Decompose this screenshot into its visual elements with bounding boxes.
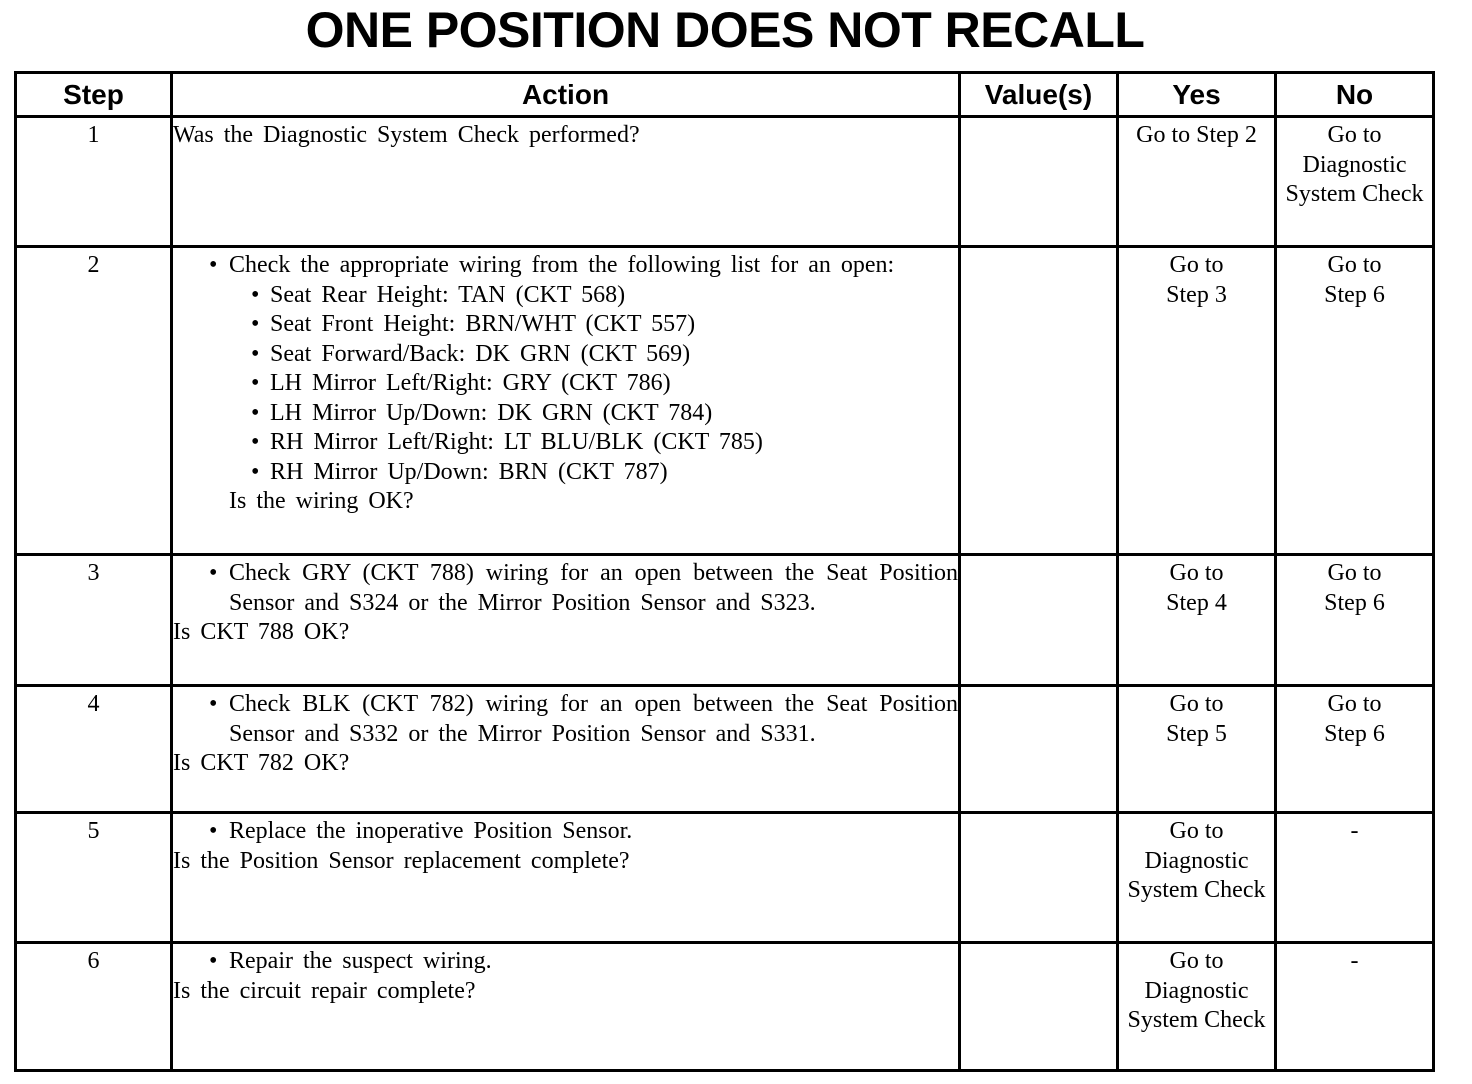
table-header-row	[16, 73, 1434, 117]
wiring-list-text: Seat Rear Height: TAN (CKT 568)	[270, 281, 626, 308]
yes-text: Go to Step 3	[1166, 252, 1227, 308]
wiring-list-item	[173, 310, 958, 340]
bullet-icon: •	[251, 311, 260, 337]
no-cell	[1276, 247, 1434, 555]
action-cell	[172, 555, 960, 686]
yes-text: Go to Step 4	[1166, 560, 1227, 616]
no-text: Go to Step 6	[1324, 252, 1385, 308]
bullet-icon: •	[209, 818, 218, 844]
header-values: Value(s)	[960, 73, 1118, 117]
wiring-list-text: RH Mirror Left/Right: LT BLU/BLK (CKT 785)	[270, 429, 763, 455]
table-row-step-4	[16, 686, 1434, 813]
step-question: Is CKT 788 OK?	[173, 619, 350, 645]
value-cell	[960, 686, 1118, 813]
wiring-list-text: LH Mirror Left/Right: GRY (CKT 786)	[270, 370, 671, 396]
table-row-step-1	[16, 117, 1434, 247]
step-question: Was the Diagnostic System Check performed?	[173, 122, 640, 148]
bullet-icon: •	[209, 691, 218, 717]
bullet-icon: •	[251, 340, 260, 367]
no-text: -	[1350, 818, 1359, 844]
no-cell	[1276, 686, 1434, 813]
action-cell	[172, 247, 960, 555]
wiring-list-item	[173, 369, 958, 399]
bullet-icon: •	[209, 560, 218, 586]
yes-cell	[1118, 555, 1276, 686]
header-step: Step	[16, 73, 172, 117]
step-question: Is CKT 782 OK?	[173, 750, 350, 776]
bullet-icon: •	[209, 252, 218, 278]
yes-text: Go to Step 5	[1166, 691, 1227, 747]
yes-cell	[1118, 813, 1276, 943]
bullet-icon: •	[251, 370, 260, 396]
bullet-icon: •	[251, 429, 260, 455]
page-title: ONE POSITION DOES NOT RECALL	[305, 2, 1145, 58]
yes-cell	[1118, 247, 1276, 555]
header-action: Action	[172, 73, 960, 117]
yes-cell	[1118, 117, 1276, 247]
step-number: 5	[16, 813, 172, 943]
bullet-text: Repair the suspect wiring.	[229, 948, 492, 974]
wiring-list-item	[173, 399, 958, 429]
table-row-step-6	[16, 943, 1434, 1071]
yes-text: Go to Diagnostic System Check	[1127, 948, 1266, 1033]
step-number: 6	[16, 943, 172, 1071]
table-row-step-5	[16, 813, 1434, 943]
yes-cell	[1118, 943, 1276, 1071]
table-row-step-2	[16, 247, 1434, 555]
wiring-list-text: Seat Forward/Back: DK GRN (CKT 569)	[270, 340, 691, 367]
step-question: Is the Position Sensor replacement complete?	[173, 847, 630, 874]
action-cell	[172, 117, 960, 247]
value-cell	[960, 943, 1118, 1071]
no-text: Go to Step 6	[1324, 691, 1385, 747]
bullet-icon: •	[251, 281, 260, 308]
header-yes: Yes	[1118, 73, 1276, 117]
wiring-list-text: LH Mirror Up/Down: DK GRN (CKT 784)	[270, 399, 713, 426]
action-bullet	[173, 817, 958, 847]
bullet-text: Check GRY (CKT 788) wiring for an open between the Seat Position Sensor and S324 or the Mirror Position Sensor and S323.	[229, 560, 958, 616]
yes-text: Go to Step 2	[1136, 122, 1257, 148]
no-cell	[1276, 813, 1434, 943]
wiring-list-item	[173, 458, 958, 488]
action-cell	[172, 943, 960, 1071]
action-bullet	[173, 251, 958, 281]
wiring-list-text: RH Mirror Up/Down: BRN (CKT 787)	[270, 458, 668, 485]
yes-text: Go to Diagnostic System Check	[1127, 818, 1266, 903]
no-cell	[1276, 555, 1434, 686]
step-question: Is the circuit repair complete?	[173, 977, 476, 1004]
action-cell	[172, 813, 960, 943]
bullet-text: Replace the inoperative Position Sensor.	[229, 818, 633, 844]
wiring-list-item	[173, 428, 958, 458]
no-text: Go to Diagnostic System Check	[1285, 122, 1424, 207]
no-cell	[1276, 943, 1434, 1071]
diagnostic-table	[14, 71, 1435, 1072]
no-cell	[1276, 117, 1434, 247]
action-bullet	[173, 690, 958, 749]
step-number: 2	[16, 247, 172, 555]
bullet-text: Check the appropriate wiring from the following list for an open:	[229, 252, 895, 278]
no-text: Go to Step 6	[1324, 560, 1385, 616]
step-number: 4	[16, 686, 172, 813]
value-cell	[960, 247, 1118, 555]
bullet-icon: •	[251, 399, 260, 426]
header-no: No	[1276, 73, 1434, 117]
bullet-icon: •	[209, 948, 218, 974]
no-text: -	[1350, 948, 1359, 974]
action-bullet	[173, 559, 958, 618]
yes-cell	[1118, 686, 1276, 813]
value-cell	[960, 555, 1118, 686]
action-bullet	[173, 947, 958, 977]
bullet-icon: •	[251, 458, 260, 485]
bullet-text: Check BLK (CKT 782) wiring for an open between the Seat Position Sensor and S332 or the Mirror Position Sensor and S331.	[229, 691, 958, 747]
wiring-list-item	[173, 340, 958, 370]
value-cell	[960, 117, 1118, 247]
step-question: Is the wiring OK?	[229, 488, 414, 514]
wiring-list-text: Seat Front Height: BRN/WHT (CKT 557)	[270, 311, 696, 337]
step-number: 3	[16, 555, 172, 686]
step-number: 1	[16, 117, 172, 247]
table-row-step-3	[16, 555, 1434, 686]
wiring-list-item	[173, 281, 958, 311]
value-cell	[960, 813, 1118, 943]
action-cell	[172, 686, 960, 813]
